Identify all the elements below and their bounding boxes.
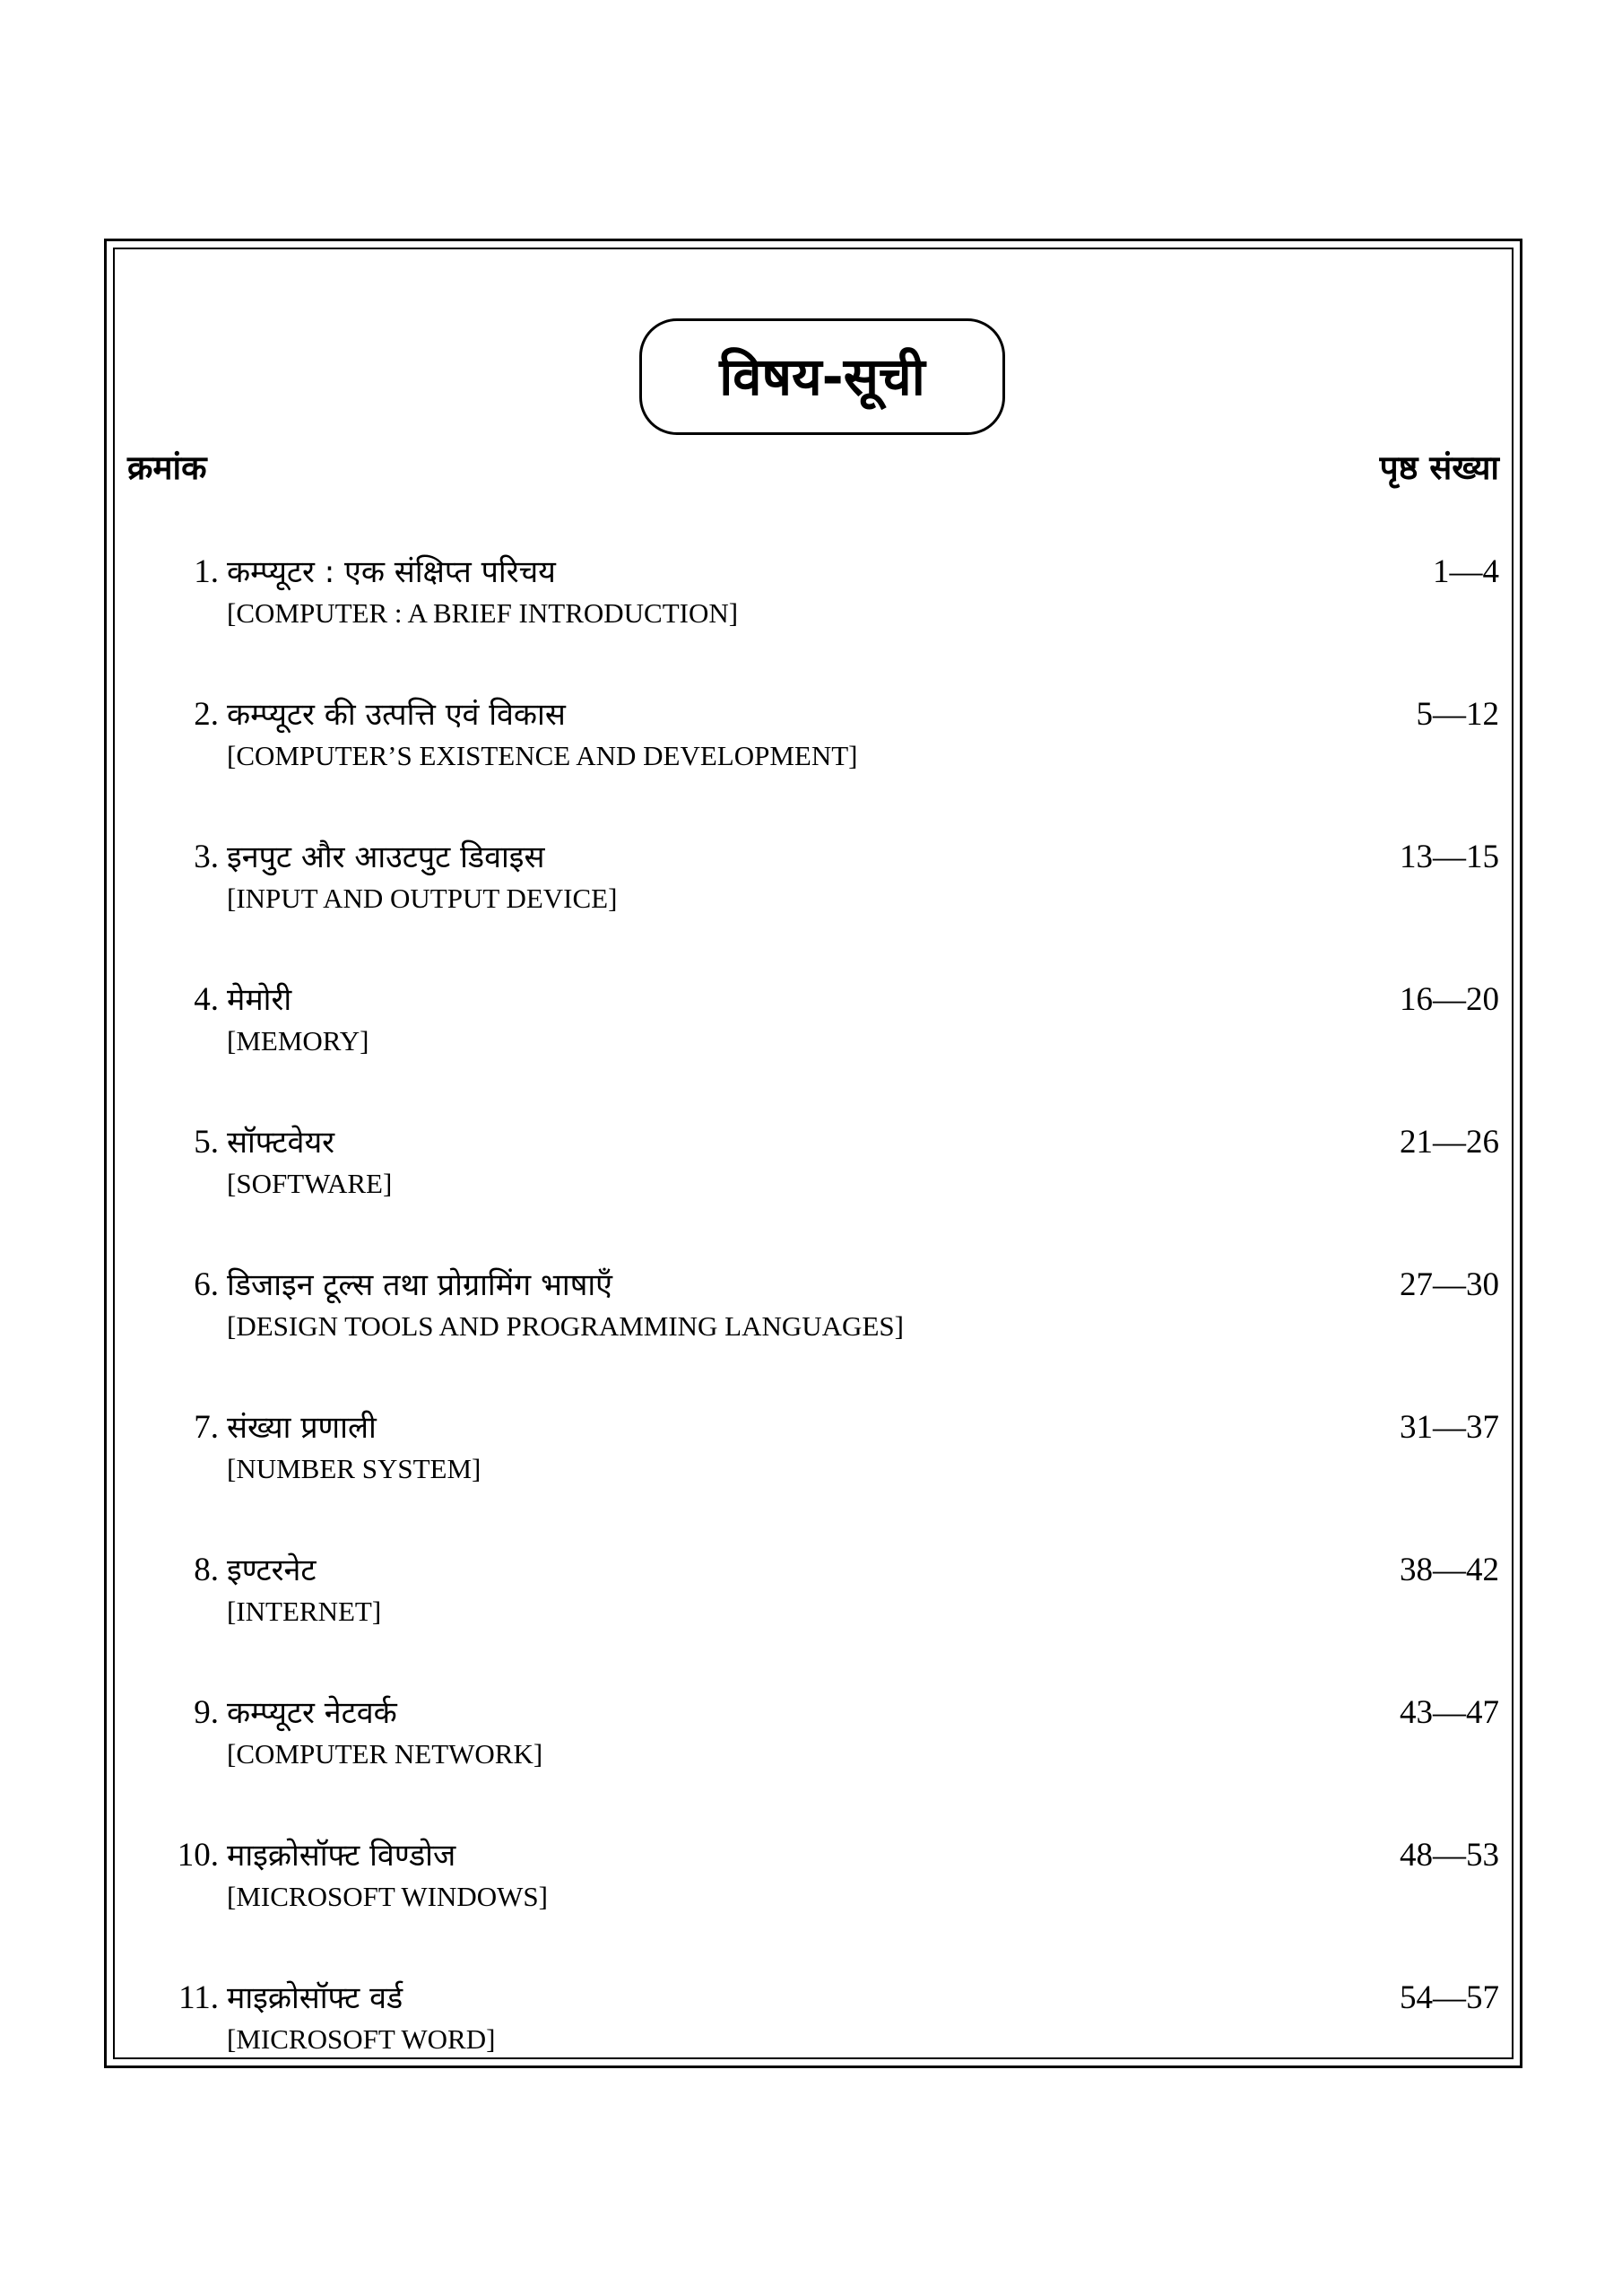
contents-list: [115, 552, 1512, 2120]
entry-english-title: [MICROSOFT WINDOWS]: [227, 1881, 548, 1912]
entry-english-title: [COMPUTER’S EXISTENCE AND DEVELOPMENT]: [227, 740, 858, 771]
toc-entry: [115, 552, 1512, 694]
toc-entry: [115, 694, 1512, 837]
entry-hindi-title: इण्टरनेट: [227, 1552, 317, 1588]
toc-entry: [115, 1407, 1512, 1550]
entry-number: 1.: [194, 553, 219, 590]
entry-hindi-title: सॉफ्टवेयर: [227, 1125, 335, 1161]
entry-page-range: 21—26: [1400, 1124, 1499, 1161]
entry-hindi-title: माइक्रोसॉफ्ट वर्ड: [227, 1980, 403, 2016]
entry-number: 8.: [194, 1552, 219, 1588]
entry-number: 7.: [194, 1409, 219, 1446]
entry-english-title: [INPUT AND OUTPUT DEVICE]: [227, 883, 618, 914]
entry-page-range: 27—30: [1400, 1266, 1499, 1303]
entry-page-range: 16—20: [1400, 981, 1499, 1018]
entry-english-title: [INTERNET]: [227, 1596, 382, 1627]
entry-page-range: 31—37: [1400, 1409, 1499, 1446]
entry-english-title: [SOFTWARE]: [227, 1168, 393, 1199]
entry-english-title: [MICROSOFT WORD]: [227, 2023, 496, 2055]
page-inner-border: [113, 248, 1514, 2059]
entry-number: 4.: [194, 981, 219, 1018]
entry-hindi-title: इनपुट और आउटपुट डिवाइस: [227, 839, 545, 875]
entry-page-range: 5—12: [1416, 696, 1499, 733]
entry-english-title: [MEMORY]: [227, 1025, 369, 1057]
entry-hindi-title: मेमोरी: [227, 982, 292, 1018]
entry-page-range: 48—53: [1400, 1837, 1499, 1874]
entry-number: 6.: [194, 1266, 219, 1303]
entry-english-title: [COMPUTER : A BRIEF INTRODUCTION]: [227, 597, 739, 629]
page-number-header: पृष्ठ संख्या: [1379, 448, 1499, 487]
toc-entry: [115, 1265, 1512, 1407]
page-border: [104, 239, 1522, 2068]
entry-number: 10.: [177, 1837, 219, 1874]
entry-hindi-title: संख्या प्रणाली: [227, 1410, 377, 1446]
entry-page-range: 54—57: [1400, 1979, 1499, 2016]
entry-number: 9.: [194, 1694, 219, 1731]
toc-entry: [115, 1835, 1512, 1978]
entry-number: 11.: [178, 1979, 219, 2016]
entry-number: 5.: [194, 1124, 219, 1161]
serial-number-header: क्रमांक: [127, 448, 207, 487]
entry-hindi-title: कम्प्यूटर नेटवर्क: [227, 1695, 397, 1731]
entry-hindi-title: माइक्रोसॉफ्ट विण्डोज: [227, 1838, 456, 1874]
entry-hindi-title: डिजाइन टूल्स तथा प्रोग्रामिंग भाषाएँ: [227, 1267, 612, 1303]
entry-english-title: [COMPUTER NETWORK]: [227, 1738, 543, 1770]
entry-hindi-title: कम्प्यूटर की उत्पत्ति एवं विकास: [227, 697, 566, 733]
toc-entry: [115, 979, 1512, 1122]
toc-entry: [115, 1122, 1512, 1265]
entry-page-range: 13—15: [1400, 839, 1499, 875]
entry-english-title: [DESIGN TOOLS AND PROGRAMMING LANGUAGES]: [227, 1310, 904, 1342]
entry-number: 2.: [194, 696, 219, 733]
entry-hindi-title: कम्प्यूटर : एक संक्षिप्त परिचय: [227, 554, 556, 590]
title-box: [639, 318, 1005, 435]
entry-page-range: 43—47: [1400, 1694, 1499, 1731]
toc-entry: [115, 1550, 1512, 1692]
entry-page-range: 1—4: [1433, 553, 1499, 590]
entry-english-title: [NUMBER SYSTEM]: [227, 1453, 481, 1484]
entry-page-range: 38—42: [1400, 1552, 1499, 1588]
entry-number: 3.: [194, 839, 219, 875]
toc-entry: [115, 1692, 1512, 1835]
page-title: विषय-सूची: [719, 346, 925, 407]
toc-entry: [115, 837, 1512, 979]
toc-entry: [115, 1978, 1512, 2120]
